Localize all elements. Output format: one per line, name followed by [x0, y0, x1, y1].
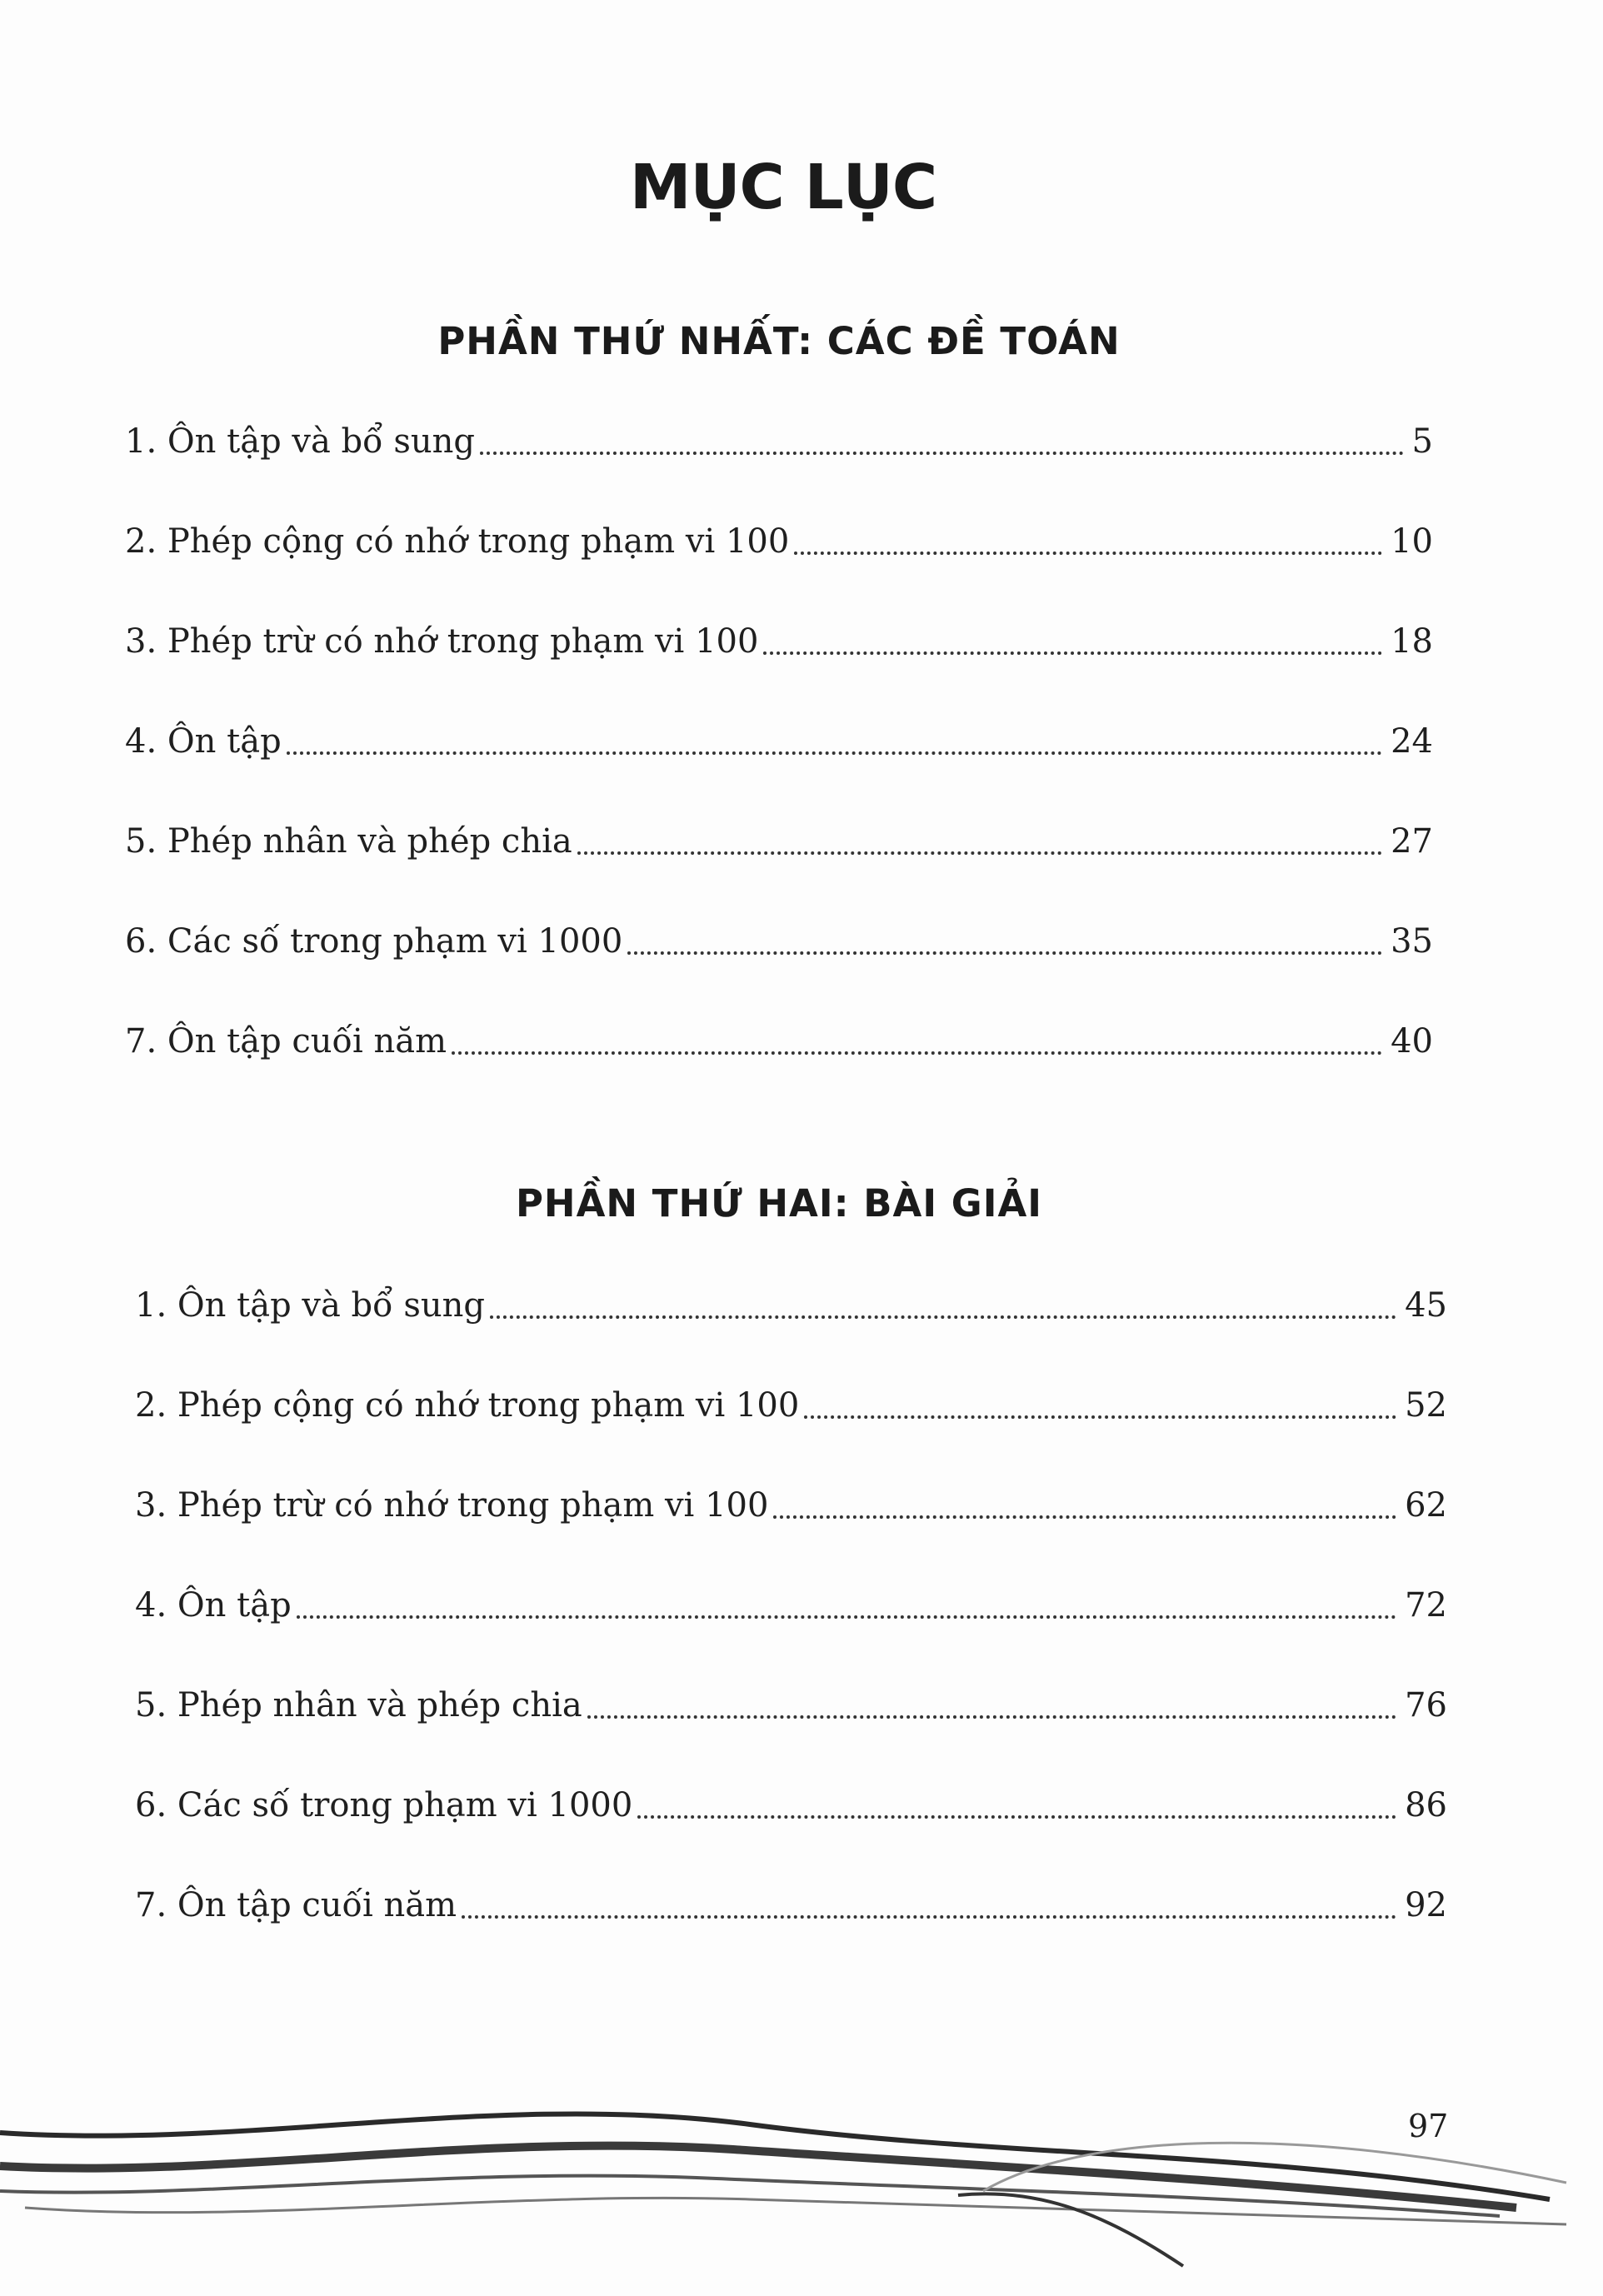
decorative-wave	[0, 2099, 1603, 2296]
toc-entry-page: 18	[1391, 622, 1433, 661]
toc-entry-page: 86	[1405, 1786, 1447, 1824]
dot-leader	[452, 1051, 1382, 1055]
dot-leader	[773, 1515, 1396, 1519]
toc-entry-page: 5	[1411, 422, 1433, 461]
dot-leader	[587, 1715, 1396, 1719]
toc-entry[interactable]	[135, 1672, 1447, 1722]
toc-entry-page: 62	[1405, 1486, 1447, 1525]
toc-entry-label: 1. Ôn tập và bổ sung	[135, 1286, 485, 1325]
toc-entry-label: 5. Phép nhân và phép chia	[135, 1686, 582, 1724]
page-number: 97	[1408, 2108, 1449, 2144]
toc-entry[interactable]	[135, 1572, 1447, 1625]
dot-leader	[627, 951, 1382, 955]
toc-entry-page: 24	[1391, 722, 1433, 761]
dot-leader	[462, 1915, 1396, 1919]
toc-entry-label: 4. Ôn tập	[125, 722, 282, 761]
toc-entry-page: 27	[1391, 822, 1433, 861]
toc-entry-label: 5. Phép nhân và phép chia	[125, 822, 572, 861]
toc-entry[interactable]	[135, 1272, 1447, 1325]
toc-entry[interactable]	[135, 1472, 1447, 1525]
part-one-heading: PHẦN THỨ NHẤT: CÁC ĐỀ TOÁN	[437, 319, 1121, 363]
part-two-heading: PHẦN THỨ HAI: BÀI GIẢI	[515, 1181, 1043, 1225]
toc-entry-label: 3. Phép trừ có nhớ trong phạm vi 100	[125, 622, 759, 661]
toc-entry-page: 72	[1405, 1586, 1447, 1625]
toc-entry-page: 40	[1391, 1022, 1433, 1061]
toc-entry-label: 2. Phép cộng có nhớ trong phạm vi 100	[125, 522, 790, 561]
part-one-toc	[125, 408, 1433, 1075]
page-title: MỤC LỤC	[629, 152, 937, 223]
toc-entry[interactable]	[125, 708, 1433, 761]
toc-entry-label: 7. Ôn tập cuối năm	[135, 1886, 457, 1924]
toc-entry[interactable]	[125, 408, 1433, 461]
dot-leader	[577, 851, 1382, 855]
dot-leader	[763, 651, 1382, 655]
dot-leader	[794, 552, 1382, 555]
toc-entry[interactable]	[135, 1872, 1447, 1922]
toc-entry-page: 35	[1391, 922, 1433, 961]
toc-entry-label: 6. Các số trong phạm vi 1000	[125, 922, 623, 961]
toc-entry-label: 1. Ôn tập và bổ sung	[125, 422, 475, 461]
toc-entry[interactable]	[135, 1372, 1447, 1425]
toc-entry-label: 2. Phép cộng có nhớ trong phạm vi 100	[135, 1386, 800, 1425]
toc-entry[interactable]	[125, 908, 1433, 961]
toc-entry[interactable]	[125, 608, 1433, 661]
part-two-toc	[135, 1272, 1447, 1939]
toc-entry[interactable]	[135, 1772, 1447, 1822]
dot-leader	[287, 751, 1382, 755]
toc-entry-label: 7. Ôn tập cuối năm	[125, 1022, 447, 1061]
dot-leader	[480, 452, 1404, 455]
dot-leader	[637, 1815, 1396, 1819]
dot-leader	[490, 1315, 1396, 1319]
toc-entry[interactable]	[125, 508, 1433, 561]
dot-leader	[297, 1615, 1396, 1619]
dot-leader	[804, 1415, 1396, 1419]
toc-entry-label: 6. Các số trong phạm vi 1000	[135, 1786, 633, 1824]
toc-entry-page: 45	[1405, 1286, 1447, 1325]
toc-entry-page: 10	[1391, 522, 1433, 561]
toc-entry-page: 92	[1405, 1886, 1447, 1924]
toc-entry-page: 52	[1405, 1386, 1447, 1425]
toc-entry-label: 4. Ôn tập	[135, 1586, 292, 1625]
toc-entry[interactable]	[125, 1008, 1433, 1061]
toc-entry[interactable]	[125, 808, 1433, 861]
toc-entry-label: 3. Phép trừ có nhớ trong phạm vi 100	[135, 1486, 769, 1525]
toc-entry-page: 76	[1405, 1686, 1447, 1724]
